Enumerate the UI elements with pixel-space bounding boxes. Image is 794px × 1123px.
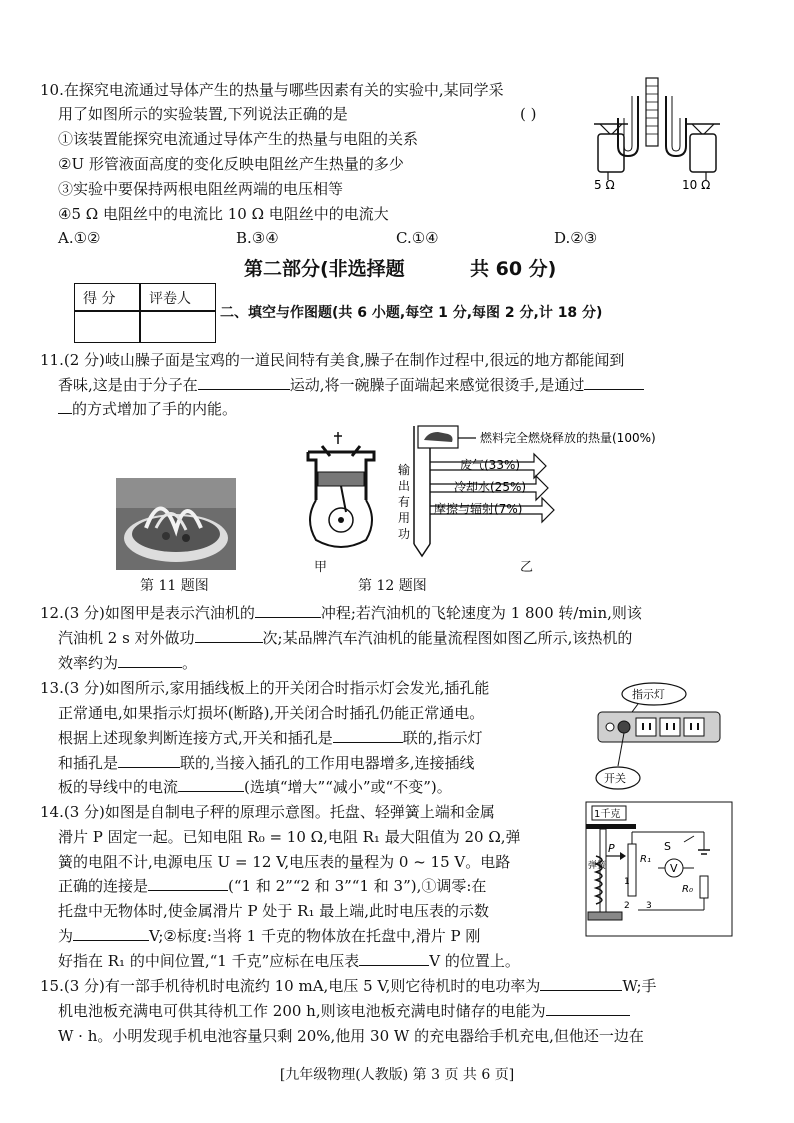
scale-R1-label: R₁ xyxy=(640,854,651,865)
flow-side-3: 有 xyxy=(398,495,411,509)
q12-line3 xyxy=(58,653,197,673)
q14-text-e: 好指在 R₁ 的中间位置,“1 千克”应标在电压表 xyxy=(58,952,360,970)
q12-text-d: 次;某品牌汽车汽油机的能量流程图如图乙所示,该热机的 xyxy=(262,629,633,647)
part2-title: 第二部分(非选择题 xyxy=(244,258,405,280)
q10-item-1: ①该装置能探究电流通过导体产生的热量与电阻的关系 xyxy=(58,130,419,148)
engine-cylinder-figure xyxy=(296,430,386,550)
q12-text-b: 冲程;若汽油机的飞轮速度为 1 800 转/min,则该 xyxy=(320,604,642,622)
fig11-caption: 第 11 题图 xyxy=(140,578,209,594)
q10-fig-label-10ohm: 10 Ω xyxy=(682,178,711,192)
q14-blank-2[interactable] xyxy=(73,926,149,941)
q11-blank-2[interactable] xyxy=(584,375,644,390)
q14-text-f: V 的位置上。 xyxy=(429,952,520,970)
q14-line3: 簧的电阻不计,电源电压 U = 12 V,电压表的量程为 0 ~ 15 V。电路 xyxy=(58,853,511,871)
flow-top-label: 燃料完全燃烧释放的热量(100%) xyxy=(480,431,656,445)
q14-blank-1[interactable] xyxy=(148,876,228,891)
scale-P-label: P xyxy=(608,842,615,855)
q14-text-b: (“1 和 2”“2 和 3”“1 和 3”),①调零:在 xyxy=(228,877,487,895)
scale-S-label: S xyxy=(664,840,671,853)
q12-text-a: 12.(3 分)如图甲是表示汽油机的 xyxy=(40,604,255,622)
q13-blank-2[interactable] xyxy=(118,753,180,768)
part2-score: 共 60 分) xyxy=(470,258,557,280)
q10-option-c: C.①④ xyxy=(396,229,439,247)
q14-text-d: V;②标度:当将 1 千克的物体放在托盘中,滑片 P 刚 xyxy=(149,927,481,945)
score-table-col-grader: 评卷人 xyxy=(149,291,191,307)
q11-blank-2-cont[interactable] xyxy=(58,399,72,414)
q13-text-a: 根据上述现象判断连接方式,开关和插孔是 xyxy=(58,729,333,747)
q10-option-d: D.②③ xyxy=(554,229,598,247)
q15-text-a: 15.(3 分)有一部手机待机时电流约 10 mA,电压 5 V,则它待机时的电功率为 xyxy=(40,977,541,995)
q13-line4 xyxy=(58,753,475,773)
q14-line6 xyxy=(58,926,480,946)
q10-option-a: A.①② xyxy=(58,229,101,247)
flow-side-5: 功 xyxy=(398,527,411,541)
power-strip-switch-label: 开关 xyxy=(604,772,626,785)
section2-heading: 二、填空与作图题(共 6 小题,每空 1 分,每图 2 分,计 18 分) xyxy=(220,305,603,321)
q12-blank-1[interactable] xyxy=(255,603,321,618)
q15-blank-2[interactable] xyxy=(546,1001,630,1016)
scale-node-1: 1 xyxy=(624,877,630,887)
scale-V-label: V xyxy=(670,862,678,875)
q13-text-b: 联的,指示灯 xyxy=(402,729,483,747)
scale-spring-label-1: 弹簧 xyxy=(588,861,607,871)
q10-answer-paren: ( ) xyxy=(520,105,537,123)
q12-text-c: 汽油机 2 s 对外做功 xyxy=(58,629,195,647)
q14-line4 xyxy=(58,876,486,896)
power-strip-light-label: 指示灯 xyxy=(632,688,665,701)
q10-u-tube-figure xyxy=(588,76,728,194)
q12-blank-2[interactable] xyxy=(195,628,263,643)
q10-stem-line2: 用了如图所示的实验装置,下列说法正确的是 xyxy=(58,105,348,123)
q14-line1: 14.(3 分)如图是自制电子秤的原理示意图。托盘、轻弹簧上端和金属 xyxy=(40,803,495,821)
flow-exhaust: 废气(33%) xyxy=(460,458,521,472)
q15-text-b: W;手 xyxy=(622,977,657,995)
flow-friction: 摩擦与辐射(7%) xyxy=(434,502,523,516)
q15-line1 xyxy=(40,976,657,996)
q13-line1: 13.(3 分)如图所示,家用插线板上的开关闭合时指示灯会发光,插孔能 xyxy=(40,679,490,697)
q15-text-c: 机电池板充满电可供其待机工作 200 h,则该电池板充满电时储存的电能为 xyxy=(58,1002,546,1020)
q12-text-f: 。 xyxy=(182,654,198,672)
q11-text-c: 的方式增加了手的内能。 xyxy=(72,400,238,418)
energy-flow-diagram xyxy=(394,420,710,580)
q10-stem-line1: 10.在探究电流通过导体产生的热量与哪些因素有关的实验中,某同学采 xyxy=(40,81,504,99)
electronic-scale-circuit xyxy=(584,800,734,938)
score-table xyxy=(74,283,216,343)
flow-side-4: 用 xyxy=(398,511,411,525)
score-table-col-score: 得 分 xyxy=(83,291,116,307)
q13-line2: 正常通电,如果指示灯损坏(断路),开关闭合时插孔仍能正常通电。 xyxy=(58,704,485,722)
flow-coolant: 冷却水(25%) xyxy=(454,480,527,494)
q15-line2 xyxy=(58,1001,630,1021)
page-footer: [九年级物理(人教版) 第 3 页 共 6 页] xyxy=(279,1067,515,1083)
q11-line3 xyxy=(58,399,237,419)
fig12-jia-label: 甲 xyxy=(314,560,328,575)
q13-text-c: 和插孔是 xyxy=(58,754,119,772)
scale-1kg-label: 1千克 xyxy=(594,809,621,820)
q13-text-e: 板的导线中的电流 xyxy=(58,778,179,796)
q13-text-d: 联的,当接入插孔的工作用电器增多,连接插线 xyxy=(180,754,475,772)
q14-line5: 托盘中无物体时,使金属滑片 P 处于 R₁ 最上端,此时电压表的示数 xyxy=(58,902,490,920)
q14-text-a: 正确的连接是 xyxy=(58,877,149,895)
q10-item-3: ③实验中要保持两根电阻丝两端的电压相等 xyxy=(58,180,344,198)
q11-line2 xyxy=(58,375,644,395)
q13-text-f: (选填“增大”“减小”或“不变”)。 xyxy=(244,778,452,796)
q12-text-e: 效率约为 xyxy=(58,654,119,672)
q11-line1: 11.(2 分)岐山臊子面是宝鸡的一道民间特有美食,臊子在制作过程中,很远的地方都能闻到 xyxy=(40,351,625,369)
q15-blank-1[interactable] xyxy=(540,976,622,991)
q10-fig-label-5ohm: 5 Ω xyxy=(594,178,615,192)
q13-line5 xyxy=(58,777,452,797)
power-strip-figure xyxy=(594,680,724,800)
q11-text-a: 香味,这是由于分子在 xyxy=(58,376,198,394)
fig12-caption: 第 12 题图 xyxy=(358,578,427,594)
flow-side-2: 出 xyxy=(398,479,411,493)
q14-line2: 滑片 P 固定一起。已知电阻 R₀ = 10 Ω,电阻 R₁ 最大阻值为 20 Ω,弹 xyxy=(58,828,521,846)
q10-item-2: ②U 形管液面高度的变化反映电阻丝产生热量的多少 xyxy=(58,155,404,173)
q14-text-c: 为 xyxy=(58,927,74,945)
q13-blank-3[interactable] xyxy=(178,777,244,792)
q10-option-b: B.③④ xyxy=(236,229,279,247)
scale-node-2: 2 xyxy=(624,901,630,911)
q12-line1 xyxy=(40,603,642,623)
flow-side-1: 输 xyxy=(398,463,411,477)
q14-blank-3[interactable] xyxy=(359,951,429,966)
q11-blank-1[interactable] xyxy=(198,375,290,390)
fig12-yi-label: 乙 xyxy=(520,560,534,575)
scale-R0-label: R₀ xyxy=(682,884,693,895)
scale-node-3: 3 xyxy=(646,901,652,911)
q15-line3: W · h。小明发现手机电池容量只剩 20%,他用 30 W 的充电器给手机充电,但他还一边在 xyxy=(58,1027,644,1045)
noodle-bowl-photo xyxy=(116,478,236,570)
q14-line7 xyxy=(58,951,520,971)
q12-blank-3[interactable] xyxy=(118,653,182,668)
q12-line2 xyxy=(58,628,632,648)
q13-blank-1[interactable] xyxy=(333,728,403,743)
q13-line3 xyxy=(58,728,483,748)
q11-text-b: 运动,将一碗臊子面端起来感觉很烫手,是通过 xyxy=(289,376,585,394)
q10-item-4: ④5 Ω 电阻丝中的电流比 10 Ω 电阻丝中的电流大 xyxy=(58,205,389,223)
